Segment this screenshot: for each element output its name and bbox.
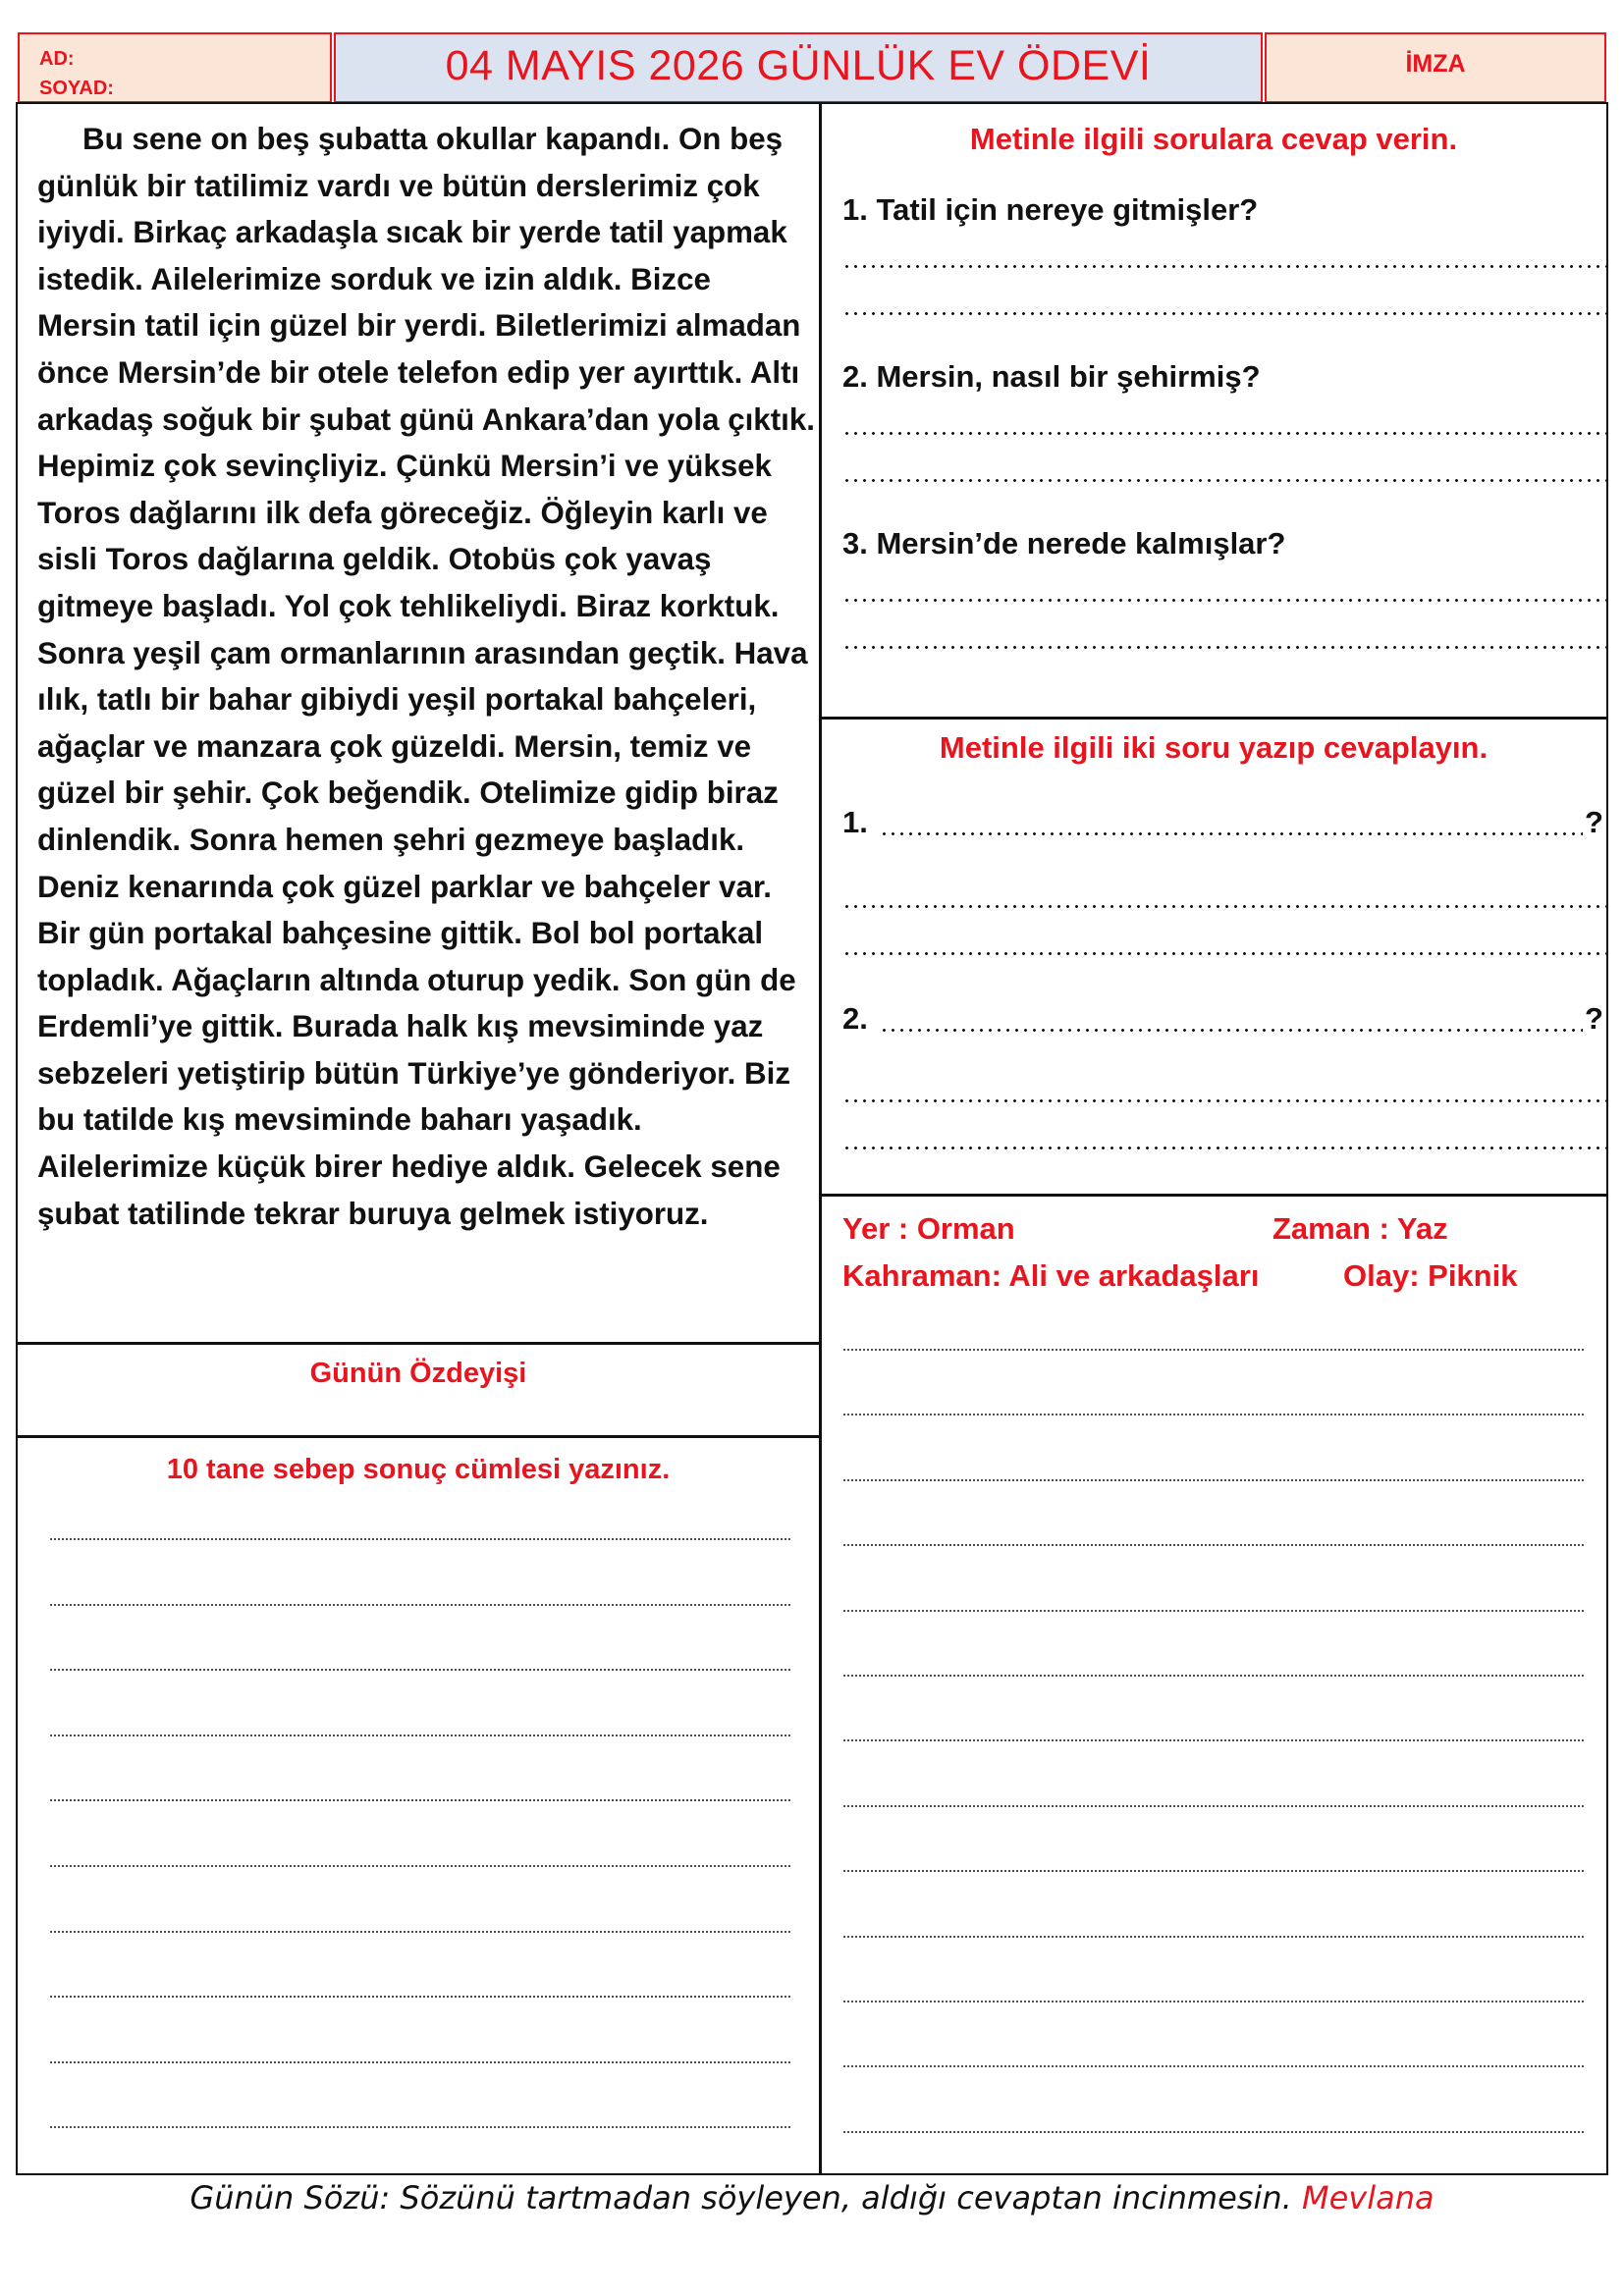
writing-line[interactable] <box>842 1936 1585 1938</box>
story-event: Olay: Piknik <box>1343 1258 1518 1293</box>
writing-line[interactable] <box>49 1669 790 1671</box>
writing-line[interactable] <box>842 1349 1585 1351</box>
writing-line[interactable] <box>842 2065 1585 2067</box>
write-questions-title: Metinle ilgili iki soru yazıp cevaplayın. <box>939 730 1489 765</box>
story-place: Yer : Orman <box>842 1211 1015 1246</box>
answer-line[interactable] <box>842 952 1608 955</box>
answer-line[interactable] <box>842 265 1608 268</box>
story-hero: Kahraman: Ali ve arkadaşları <box>842 1258 1260 1293</box>
writing-line[interactable] <box>49 1735 790 1736</box>
question-3: 3. Mersin’de nerede kalmışlar? <box>842 526 1286 561</box>
writing-line[interactable] <box>842 1610 1585 1612</box>
motto-answer-area[interactable] <box>39 1394 795 1435</box>
writing-line[interactable] <box>842 2001 1585 2002</box>
divider-story-elements-top <box>821 1194 1608 1197</box>
page-title-box <box>334 32 1263 103</box>
write-question-1-qmark: ? <box>1585 805 1603 839</box>
writing-line[interactable] <box>49 1865 790 1867</box>
footer-quote-text: Sözünü tartmadan söyleyen, aldığı cevaptan incinmesin. <box>400 2179 1292 2216</box>
write-question-2-line[interactable] <box>880 1029 1583 1032</box>
writing-line[interactable] <box>842 1739 1585 1741</box>
name-label: AD: <box>39 48 75 70</box>
name-field-box[interactable] <box>18 32 332 103</box>
writing-line[interactable] <box>842 1870 1585 1872</box>
questions-title: Metinle ilgili sorulara cevap verin. <box>969 122 1458 156</box>
writing-line[interactable] <box>49 2126 790 2128</box>
writing-line[interactable] <box>842 1544 1585 1546</box>
writing-line[interactable] <box>49 1604 790 1606</box>
divider-motto-top <box>16 1342 821 1345</box>
answer-line[interactable] <box>842 479 1608 482</box>
signature-box[interactable] <box>1265 32 1606 103</box>
answer-line[interactable] <box>842 905 1608 908</box>
cause-effect-title: 10 tane sebep sonuç cümlesi yazınız. <box>166 1454 671 1485</box>
footer-author: Mevlana <box>1301 2179 1435 2216</box>
writing-line[interactable] <box>842 1675 1585 1677</box>
column-divider <box>819 102 822 2175</box>
question-1: 1. Tatil için nereye gitmişler? <box>842 192 1259 227</box>
page-title: 04 MAYIS 2026 GÜNLÜK EV ÖDEVİ <box>445 42 1152 89</box>
footer-quote <box>0 2179 1624 2216</box>
writing-line[interactable] <box>842 1479 1585 1481</box>
writing-line[interactable] <box>49 1799 790 1801</box>
write-question-1-number: 1. <box>842 805 868 839</box>
answer-line[interactable] <box>842 1099 1608 1102</box>
write-question-2-qmark: ? <box>1585 1001 1603 1036</box>
surname-label: SOYAD: <box>39 78 114 99</box>
writing-line[interactable] <box>842 1414 1585 1415</box>
divider-cause-effect-top <box>16 1435 821 1438</box>
write-question-1-line[interactable] <box>880 832 1583 835</box>
writing-line[interactable] <box>49 1538 790 1540</box>
signature-label: İMZA <box>1405 50 1466 78</box>
question-2: 2. Mersin, nasıl bir şehirmiş? <box>842 359 1261 394</box>
answer-line[interactable] <box>842 312 1608 315</box>
writing-line[interactable] <box>49 1996 790 1998</box>
divider-write-questions-top <box>821 717 1608 720</box>
answer-line[interactable] <box>842 646 1608 649</box>
writing-line[interactable] <box>842 1805 1585 1807</box>
footer-prefix: Günün Sözü: <box>189 2179 391 2216</box>
writing-line[interactable] <box>49 2061 790 2063</box>
writing-line[interactable] <box>49 1931 790 1933</box>
story-time: Zaman : Yaz <box>1272 1211 1448 1246</box>
answer-line[interactable] <box>842 1147 1608 1149</box>
story-text: Bu sene on beş şubatta okullar kapandı. On beş günlük bir tatilimiz vardı ve bütün derslerimiz çok iyiydi. Birkaç arkadaşla sıcak bir yerde tatil yapmak istedik. Ailelerimize sorduk ve izin aldık. Bizce Mersin tatil için güzel bir yerdi. Biletlerimizi almadan önce Mersin’de bir otele telefon edip yer ayırttık. Altı arkadaş soğuk bir şubat günü Ankara’dan yola çıktık. Hepimiz çok sevinçliyiz. Çünkü Mersin’i ve yüksek Toros dağlarını ilk defa göreceğiz. Öğleyin karlı ve sisli Toros dağlarına geldik. Otobüs çok yavaş gitmeye başladı. Yol çok tehlikeliydi. Biraz korktuk. Sonra yeşil çam ormanlarının arasından geçtik. Hava ılık, tatlı bir bahar gibiydi yeşil portakal bahçeleri, ağaçlar ve manzara çok güzeldi. Mersin, temiz ve güzel bir şehir. Çok beğendik. Otelimize gidip biraz dinlendik. Sonra hemen şehri gezmeye başladık. Deniz kenarında çok güzel parklar ve bahçeler var. Bir gün portakal bahçesine gittik. Bol bol portakal topladık. Ağaçların altında oturup yedik. Son gün de Erdemli’ye gittik. Burada halk kış mevsiminde yaz sebzeleri yetiştirip bütün Türkiye’ye gönderiyor. Biz bu tatilde kış mevsiminde baharı yaşadık. Ailelerimize küçük birer hediye aldık. Gelecek sene şubat tatilinde tekrar buruya gelmek istiyoruz. <box>37 122 815 1231</box>
writing-line[interactable] <box>842 2131 1585 2133</box>
answer-line[interactable] <box>842 599 1608 602</box>
motto-title: Günün Özdeyişi <box>309 1358 527 1389</box>
write-question-2-number: 2. <box>842 1001 868 1036</box>
answer-line[interactable] <box>842 432 1608 435</box>
